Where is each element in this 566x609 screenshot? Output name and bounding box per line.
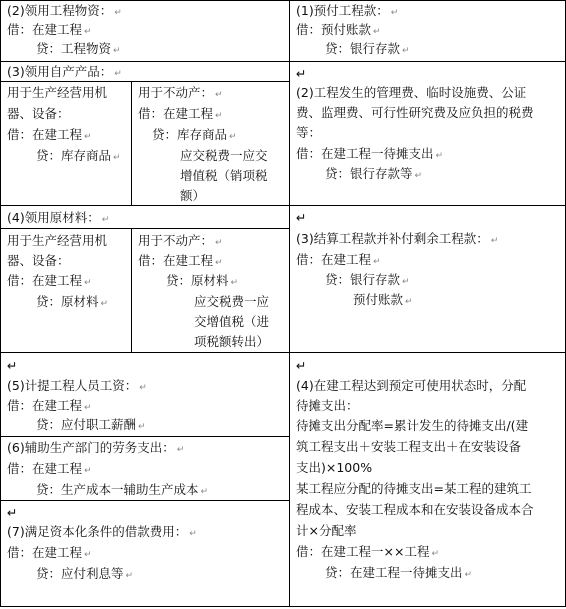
- text-line: 费、监理费、可行性研究费及应负担的税费: [296, 105, 534, 120]
- debit-line: 借：在建工程一待摊支出: [296, 146, 434, 161]
- debit-line: 借：在建工程: [7, 461, 83, 476]
- text-line: 器、设备：: [7, 106, 70, 121]
- paragraph-mark: ↵: [84, 550, 92, 560]
- paragraph-mark: ↵: [405, 297, 413, 307]
- credit-line: 贷：工程物资: [36, 41, 112, 56]
- debit-line: 借：在建工程: [138, 253, 214, 268]
- paragraph-mark: ↵: [402, 46, 410, 56]
- paragraph-mark: ↵: [402, 277, 410, 287]
- text-line: 支出)×100%: [296, 460, 373, 475]
- empty-paragraph-mark: ↵: [296, 358, 307, 373]
- credit-line: 贷：原材料: [36, 294, 99, 309]
- paragraph-mark: ↵: [84, 132, 92, 142]
- text-line: 用于生产经营用机: [7, 233, 108, 248]
- empty-paragraph-mark: ↵: [296, 66, 307, 81]
- credit-line: 贷：银行存款等: [325, 166, 413, 181]
- text-line: 用于不动产：: [138, 233, 214, 248]
- debit-line: 借：在建工程一××工程: [296, 544, 430, 559]
- text-line: 待摊支出分配率=累计发生的待摊支出/(建: [296, 418, 529, 433]
- table-border-bottom: [0, 606, 566, 607]
- paragraph-mark: ↵: [200, 487, 209, 497]
- row-divider: [0, 61, 566, 62]
- paragraph-mark: ↵: [215, 90, 223, 100]
- credit-line: 贷：在建工程一待摊支出: [325, 565, 463, 580]
- paragraph-mark: ↵: [100, 299, 109, 309]
- row-divider: [0, 436, 289, 437]
- section-title: (4)领用原材料：: [7, 210, 100, 225]
- paragraph-mark: ↵: [114, 69, 122, 79]
- text-line: (4)在建工程达到预定可使用状态时，分配: [296, 378, 527, 393]
- row-divider: [0, 228, 289, 229]
- paragraph-mark: ↵: [101, 215, 110, 225]
- paragraph-mark: ↵: [84, 466, 92, 476]
- paragraph-mark: ↵: [189, 529, 197, 539]
- debit-line: 借：在建工程: [7, 22, 83, 37]
- paragraph-mark: ↵: [390, 8, 399, 18]
- paragraph-mark: ↵: [113, 46, 121, 56]
- credit-line: 贷：应付利息等: [36, 566, 124, 581]
- paragraph-mark: ↵: [229, 132, 237, 142]
- section-title: (7)满足资本化条件的借款费用：: [7, 524, 188, 539]
- debit-line: 借：在建工程: [7, 273, 83, 288]
- empty-paragraph-mark: ↵: [7, 358, 18, 373]
- credit-line: 贷：银行存款: [325, 272, 401, 287]
- text-line: 用于生产经营用机: [7, 85, 108, 100]
- paragraph-mark: ↵: [215, 238, 223, 248]
- section-title: (6)辅助生产部门的劳务支出：: [7, 440, 175, 455]
- paragraph-mark: ↵: [230, 278, 239, 288]
- paragraph-mark: ↵: [373, 27, 381, 37]
- paragraph-mark: ↵: [84, 278, 92, 288]
- paragraph-mark: ↵: [176, 445, 185, 455]
- text-line: 计×分配率: [296, 523, 357, 538]
- credit-line: 贷：生产成本一辅助生产成本: [36, 482, 199, 497]
- text-line: 等：: [296, 125, 322, 140]
- paragraph-mark: ↵: [215, 258, 223, 268]
- text-line: 程成本、安装工程成本和在安装设备成本合: [296, 502, 534, 517]
- section-title: (5)计提工程人员工资：: [7, 378, 138, 393]
- section-title: (2)领用工程物资：: [7, 3, 113, 18]
- paragraph-mark: ↵: [431, 549, 439, 559]
- text-line: 器、设备：: [7, 253, 70, 268]
- debit-line: 借：在建工程: [7, 127, 83, 142]
- row-divider: [0, 500, 289, 501]
- section-title: (3)结算工程款并补付剩余工程款：: [296, 231, 489, 246]
- paragraph-mark: ↵: [215, 111, 223, 121]
- table-border-left: [0, 0, 1, 607]
- empty-paragraph-mark: ↵: [7, 505, 18, 520]
- sub-column-divider: [131, 81, 132, 205]
- paragraph-mark: ↵: [373, 257, 381, 267]
- debit-line: 借：在建工程: [7, 545, 83, 560]
- text-line: 用于不动产：: [138, 85, 214, 100]
- sub-column-divider: [131, 228, 132, 352]
- credit-line: 贷：库存商品: [36, 148, 112, 163]
- empty-paragraph-mark: ↵: [296, 210, 307, 225]
- section-title: (1)预付工程款：: [296, 3, 389, 18]
- credit-line: 预付账款: [353, 292, 404, 307]
- paragraph-mark: ↵: [113, 153, 121, 163]
- text-line: 应交税费一应交: [180, 148, 268, 163]
- text-line: 项税额转出）: [194, 334, 270, 349]
- debit-line: 借：在建工程: [138, 106, 214, 121]
- text-line: 应交税费一应: [194, 294, 270, 309]
- paragraph-mark: ↵: [139, 383, 147, 393]
- text-line: 额）: [180, 188, 206, 203]
- text-line: 筑工程支出＋安装工程支出＋在安装设备: [296, 439, 522, 454]
- text-line: 交增值税（进: [194, 314, 270, 329]
- paragraph-mark: ↵: [464, 570, 473, 580]
- section-title: (3)领用自产产品：: [7, 64, 113, 79]
- row-divider: [0, 205, 566, 206]
- credit-line: 贷：银行存款: [325, 41, 401, 56]
- column-divider: [289, 0, 290, 607]
- credit-line: 贷：原材料: [166, 273, 229, 288]
- paragraph-mark: ↵: [84, 403, 92, 413]
- debit-line: 借：预付账款: [296, 22, 372, 37]
- paragraph-mark: ↵: [435, 151, 444, 161]
- text-line: (2)工程发生的管理费、临时设施费、公证: [296, 85, 527, 100]
- paragraph-mark: ↵: [114, 8, 122, 18]
- text-line: 增值税（销项税: [180, 168, 268, 183]
- paragraph-mark: ↵: [490, 236, 499, 246]
- paragraph-mark: ↵: [138, 422, 146, 432]
- row-divider: [0, 352, 566, 353]
- text-line: 待摊支出：: [296, 398, 359, 413]
- paragraph-mark: ↵: [125, 571, 134, 581]
- debit-line: 借：在建工程: [296, 252, 372, 267]
- paragraph-mark: ↵: [84, 27, 92, 37]
- table-border-top: [0, 0, 566, 1]
- debit-line: 借：在建工程: [7, 398, 83, 413]
- credit-line: 贷：应付职工薪酬: [36, 417, 137, 432]
- paragraph-mark: ↵: [414, 171, 423, 181]
- credit-line: 贷：库存商品: [152, 127, 228, 142]
- text-line: 某工程应分配的待摊支出=某工程的建筑工: [296, 481, 532, 496]
